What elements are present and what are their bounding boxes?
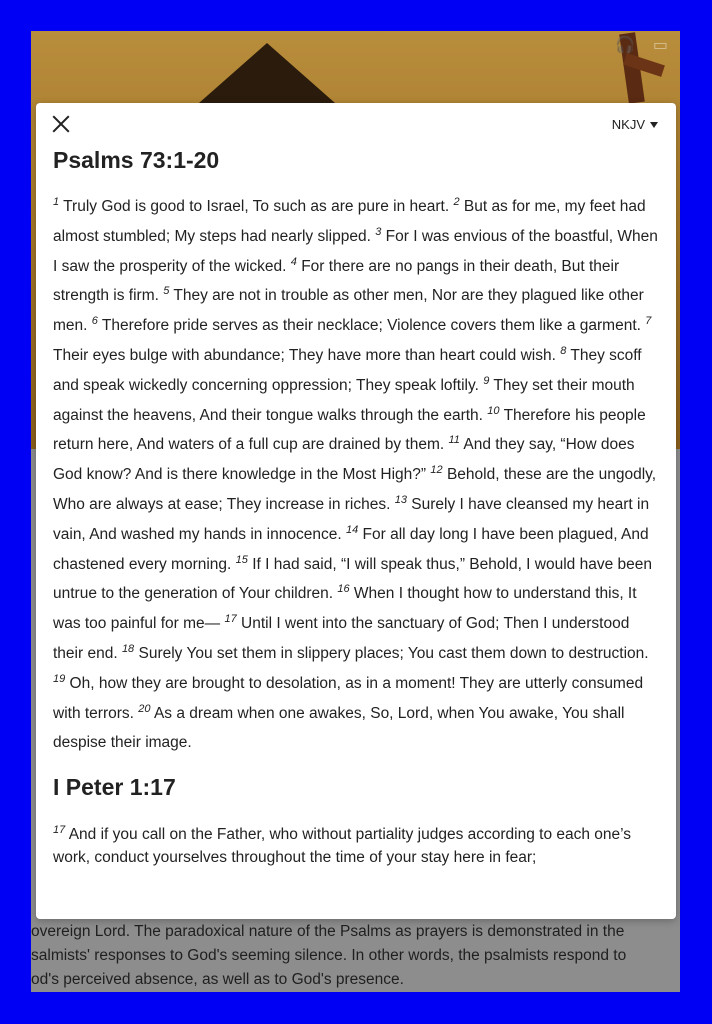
modal-content — [36, 147, 676, 869]
hero-roof-shape — [199, 43, 335, 103]
verse-text: Therefore his people return here, And waters of a full cup are drained by them. — [53, 406, 646, 454]
verse-number: 1 — [53, 195, 60, 208]
verse-text: Oh, how they are brought to desolation, as in a moment! They are utterly consumed with terrors. — [53, 674, 644, 722]
headphones-icon[interactable]: 🎧 — [614, 37, 635, 54]
verse-text: For there are no pangs in their death, But their strength is firm. — [53, 257, 620, 305]
verse-number: 20 — [138, 702, 151, 715]
verse-text: For I was envious of the boastful, When I saw the prosperity of the wicked. — [53, 227, 658, 275]
passage-text — [53, 192, 658, 758]
verse-number: 8 — [560, 344, 567, 357]
verse-text: Surely I have cleansed my heart in vain, And washed my hands in innocence. — [53, 495, 650, 543]
verse-text: Their eyes bulge with abundance; They have more than heart could wish. — [53, 346, 561, 364]
close-icon[interactable] — [50, 113, 72, 135]
version-label: NKJV — [611, 117, 645, 132]
hero-icons — [615, 35, 668, 55]
verse-number: 13 — [394, 493, 407, 506]
verse-number: 12 — [430, 464, 443, 477]
verse-text: And if you call on the Father, who without partiality judges according to each one’s work, conduct yourselves throughout the time of your stay here in fear; — [53, 826, 632, 867]
video-icon[interactable]: ▭ — [652, 37, 668, 54]
verse-text: Until I went into the sanctuary of God; Then I understood their end. — [53, 615, 630, 662]
verse-text: They scoff and speak wickedly concerning oppression; They speak loftily. — [53, 346, 642, 394]
verse-text: But as for me, my feet had almost stumbled; My steps had nearly slipped. — [53, 198, 646, 245]
verse-number: 18 — [121, 642, 135, 655]
verse-number: 2 — [453, 195, 460, 208]
verse-number: 5 — [163, 285, 170, 298]
verse-number: 17 — [53, 823, 66, 836]
verse-text: Therefore pride serves as their necklace; Violence covers them like a garment. — [97, 317, 646, 335]
verse-text: Behold, these are the ungodly, Who are always at ease; They increase in riches. — [53, 466, 657, 513]
verse-number: 19 — [53, 672, 66, 685]
verse-number: 16 — [337, 583, 350, 596]
verse-text: Truly God is good to Israel, To such as are pure in heart. — [59, 198, 454, 215]
verse-number: 3 — [375, 225, 382, 238]
verse-text: If I had said, “I will speak thus,” Behold, I would have been untrue to the generation of Your children. — [53, 555, 652, 603]
scripture-modal — [36, 103, 676, 919]
verse-text: For all day long I have been plagued, And chastened every morning. — [53, 525, 649, 573]
verse-number: 6 — [91, 315, 98, 328]
passage-text — [53, 823, 658, 869]
caret-down-icon — [650, 122, 658, 128]
verse-number: 14 — [345, 523, 359, 536]
verse-text: When I thought how to understand this, It was too painful for me— — [53, 585, 637, 633]
verse-text: They set their mouth against the heavens, And their tongue walks through the earth. — [53, 376, 635, 424]
verse-text: They are not in trouble as other men, Nor are they plagued like other men. — [53, 287, 644, 335]
verse-number: 7 — [645, 315, 652, 328]
background-article-text — [31, 920, 651, 992]
background-article-line: od's perceived absence, as well as to God's presence. — [31, 971, 404, 988]
verse-number: 11 — [448, 434, 460, 447]
passage-reference: Psalms 73:1-20 — [53, 147, 220, 173]
verse-text: As a dream when one awakes, So, Lord, when You awake, You shall despise their image. — [53, 704, 625, 752]
verse-number: 15 — [235, 553, 248, 566]
version-selector[interactable] — [612, 117, 658, 132]
passage-reference: I Peter 1:17 — [53, 774, 176, 801]
verse-number: 4 — [290, 255, 297, 268]
verse-number: 9 — [483, 374, 490, 387]
modal-header — [36, 103, 676, 145]
verse-number: 17 — [224, 613, 237, 625]
verse-number: 10 — [487, 404, 500, 417]
verse-text: Surely You set them in slippery places; You cast them down to destruction. — [134, 644, 649, 662]
background-article-line: overeign Lord. The paradoxical nature of the Psalms as prayers is demonstrated in the — [31, 923, 625, 940]
background-article-line: salmists' responses to God's seeming silence. In other words, the psalmists respond to — [31, 947, 627, 964]
verse-text: And they say, “How does God know? And is there knowledge in the Most High?” — [53, 436, 635, 484]
